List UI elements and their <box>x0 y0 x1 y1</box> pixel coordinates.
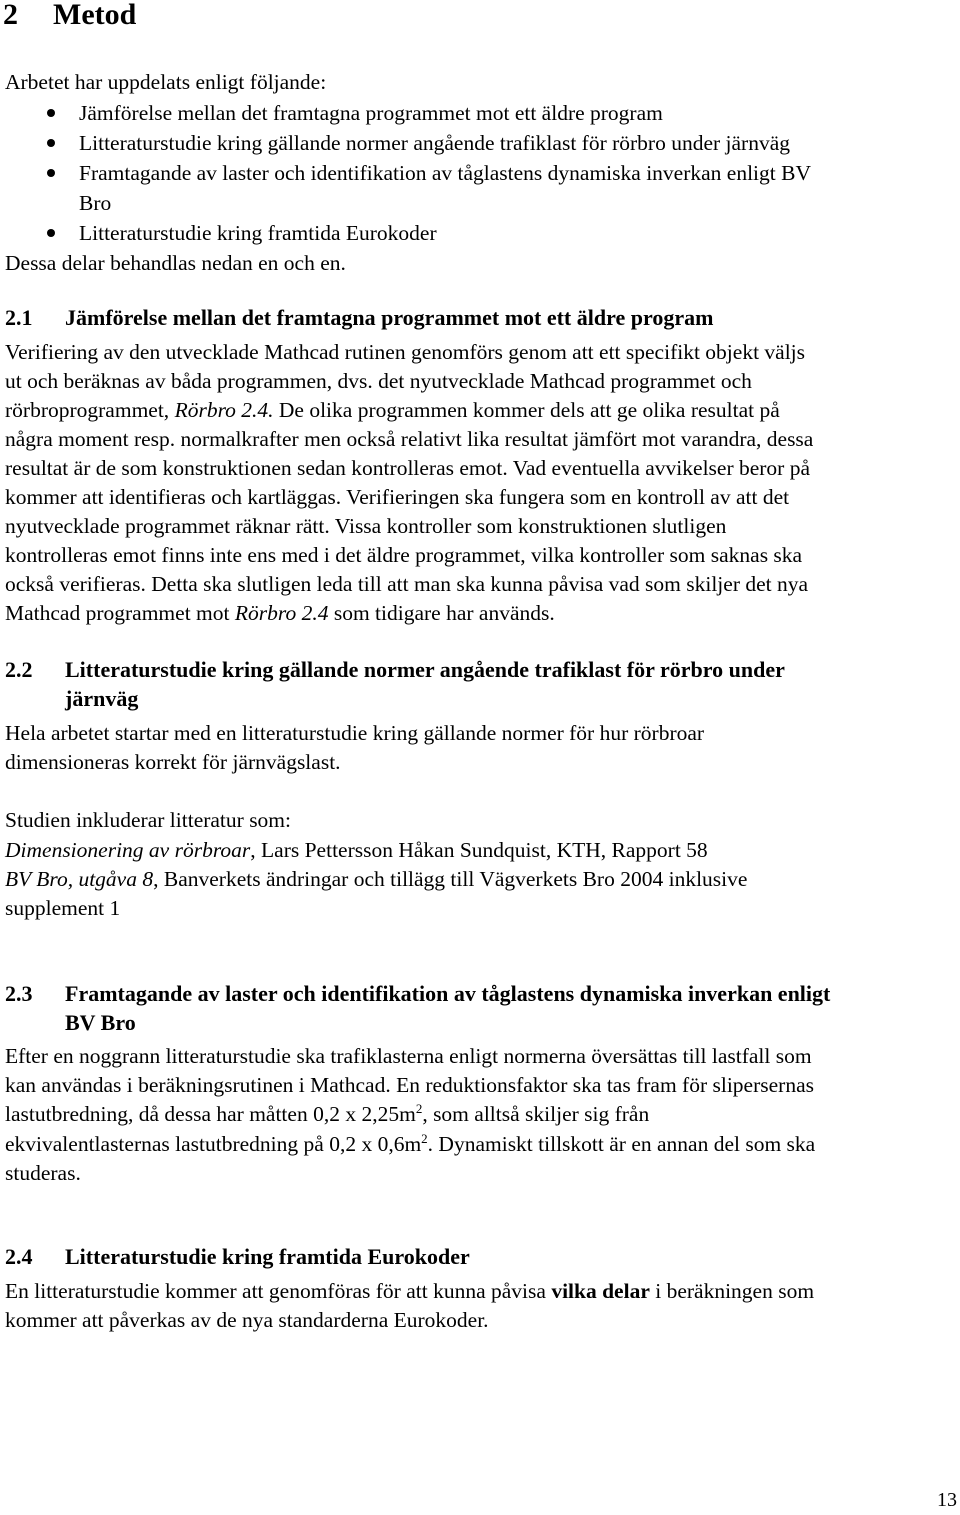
page-number: 13 <box>937 1489 957 1511</box>
subsection-number: 2.3 <box>5 981 33 1006</box>
subsection-title: Litteraturstudie kring gällande normer angående trafiklast för rörbro under <box>65 657 785 682</box>
section-title: Metod <box>53 0 137 31</box>
reference-line <box>5 869 747 891</box>
italic-text-run: Dimensionering av rörbroar <box>5 838 251 862</box>
paragraph-line: Studien inkluderar litteratur som: <box>5 808 292 832</box>
paragraph-line: Hela arbetet startar med en litteraturstudie kring gällande normer för hur rörbroar <box>5 721 705 745</box>
paragraph-line: nyutvecklade programmet räknar rätt. Vissa kontroller som konstruktionen slutligen <box>5 514 727 538</box>
list-item: Litteraturstudie kring gällande normer angående trafiklast för rörbro under järnväg <box>79 131 791 155</box>
text-run: . Dynamiskt tillskott är en annan del som ska <box>427 1132 816 1156</box>
bold-text-run: vilka delar <box>551 1279 650 1303</box>
paragraph-line: också verifieras. Detta ska slutligen leda till att man ska kunna påvisa vad som skiljer det nya <box>5 572 809 596</box>
text-run: En litteraturstudie kommer att genomföras för att kunna påvisa <box>5 1279 546 1303</box>
bullet-icon <box>47 229 55 237</box>
section-heading <box>3 0 136 30</box>
subsection-title: Jämförelse mellan det framtagna programmet mot ett äldre program <box>65 305 714 330</box>
superscript: 2 <box>415 1101 423 1116</box>
subsection-number: 2.4 <box>5 1244 33 1269</box>
reference-line: supplement 1 <box>5 896 121 920</box>
text-run: , Lars Pettersson Håkan Sundquist, KTH, Rapport 58 <box>250 838 708 862</box>
paragraph-line <box>5 1131 816 1156</box>
bullet-icon <box>47 109 55 117</box>
subsection-number: 2.1 <box>5 305 33 330</box>
paragraph-line: ut och beräknas av båda programmen, dvs. det nyutvecklade Mathcad programmet och <box>5 369 752 393</box>
italic-text-run: Rörbro 2.4 <box>234 601 329 625</box>
text-run: Mathcad programmet mot <box>5 601 230 625</box>
text-run: De olika programmen kommer dels att ge olika resultat på <box>278 398 780 422</box>
text-run: , som alltså skiljer sig från <box>422 1102 650 1126</box>
list-item: Litteraturstudie kring framtida Eurokoder <box>79 221 437 245</box>
paragraph-line <box>5 1281 814 1303</box>
subsection-heading-2-4 <box>5 1246 470 1268</box>
list-item-continuation: Bro <box>79 191 112 215</box>
paragraph-line: kommer att påverkas av de nya standarderna Eurokoder. <box>5 1308 489 1332</box>
paragraph-line: Verifiering av den utvecklade Mathcad rutinen genomförs genom att ett specifikt objekt väljs <box>5 340 806 364</box>
paragraph-line: studeras. <box>5 1161 81 1185</box>
paragraph-line <box>5 400 780 422</box>
paragraph-line: kan användas i beräkningsrutinen i Mathcad. En reduktionsfaktor ska tas fram för slipersernas <box>5 1073 814 1097</box>
italic-text-run: BV Bro, utgåva 8 <box>5 867 154 891</box>
outro-text: Dessa delar behandlas nedan en och en. <box>5 251 346 275</box>
subsection-title-continuation: järnväg <box>65 686 139 711</box>
subsection-heading-2-2 <box>5 659 785 681</box>
text-run: , Banverkets ändringar och tillägg till Vägverkets Bro 2004 inklusive <box>153 867 748 891</box>
list-item: Framtagande av laster och identifikation av tåglastens dynamiska inverkan enligt BV <box>79 161 811 185</box>
intro-text: Arbetet har uppdelats enligt följande: <box>5 70 327 94</box>
text-run: lastutbredning, då dessa har måtten 0,2 x 2,25m <box>5 1102 416 1126</box>
text-run: i beräkningen som <box>655 1279 815 1303</box>
superscript: 2 <box>421 1131 428 1146</box>
bullet-icon <box>47 169 55 177</box>
reference-line <box>5 840 708 862</box>
paragraph-line <box>5 603 555 625</box>
paragraph-line: dimensioneras korrekt för järnvägslast. <box>5 750 341 774</box>
paragraph-line <box>5 1101 650 1126</box>
subsection-title: Litteraturstudie kring framtida Eurokoder <box>65 1244 470 1269</box>
text-run: som tidigare har används. <box>333 601 555 625</box>
subsection-heading-2-3 <box>5 983 830 1005</box>
text-run: rörbroprogrammet, <box>5 398 170 422</box>
paragraph-line: Efter en noggrann litteraturstudie ska trafiklasterna enligt normerna översättas till lastfall som <box>5 1044 812 1068</box>
paragraph-line: några moment resp. normalkrafter men också relativt lika resultat jämfört mot varandra, dessa <box>5 427 814 451</box>
subsection-heading-2-1 <box>5 307 713 329</box>
paragraph-line: kontrolleras emot finns inte ens med i det äldre programmet, vilka kontroller som saknas ska <box>5 543 803 567</box>
subsection-title: Framtagande av laster och identifikation av tåglastens dynamiska inverkan enligt <box>65 981 831 1006</box>
section-number: 2 <box>3 0 18 31</box>
subsection-title-continuation: BV Bro <box>65 1010 136 1035</box>
subsection-number: 2.2 <box>5 657 33 682</box>
paragraph-line: kommer att identifieras och kartläggas. Verifieringen ska fungera som en kontroll av att det <box>5 485 790 509</box>
paragraph-line: resultat är de som konstruktionen sedan kontrolleras emot. Vad eventuella avvikelser beror på <box>5 456 811 480</box>
text-run: ekvivalentlasternas lastutbredning på 0,2 x 0,6m <box>5 1132 422 1156</box>
italic-text-run: Rörbro 2.4. <box>174 398 274 422</box>
list-item: Jämförelse mellan det framtagna programmet mot ett äldre program <box>79 101 663 125</box>
bullet-icon <box>47 139 55 147</box>
